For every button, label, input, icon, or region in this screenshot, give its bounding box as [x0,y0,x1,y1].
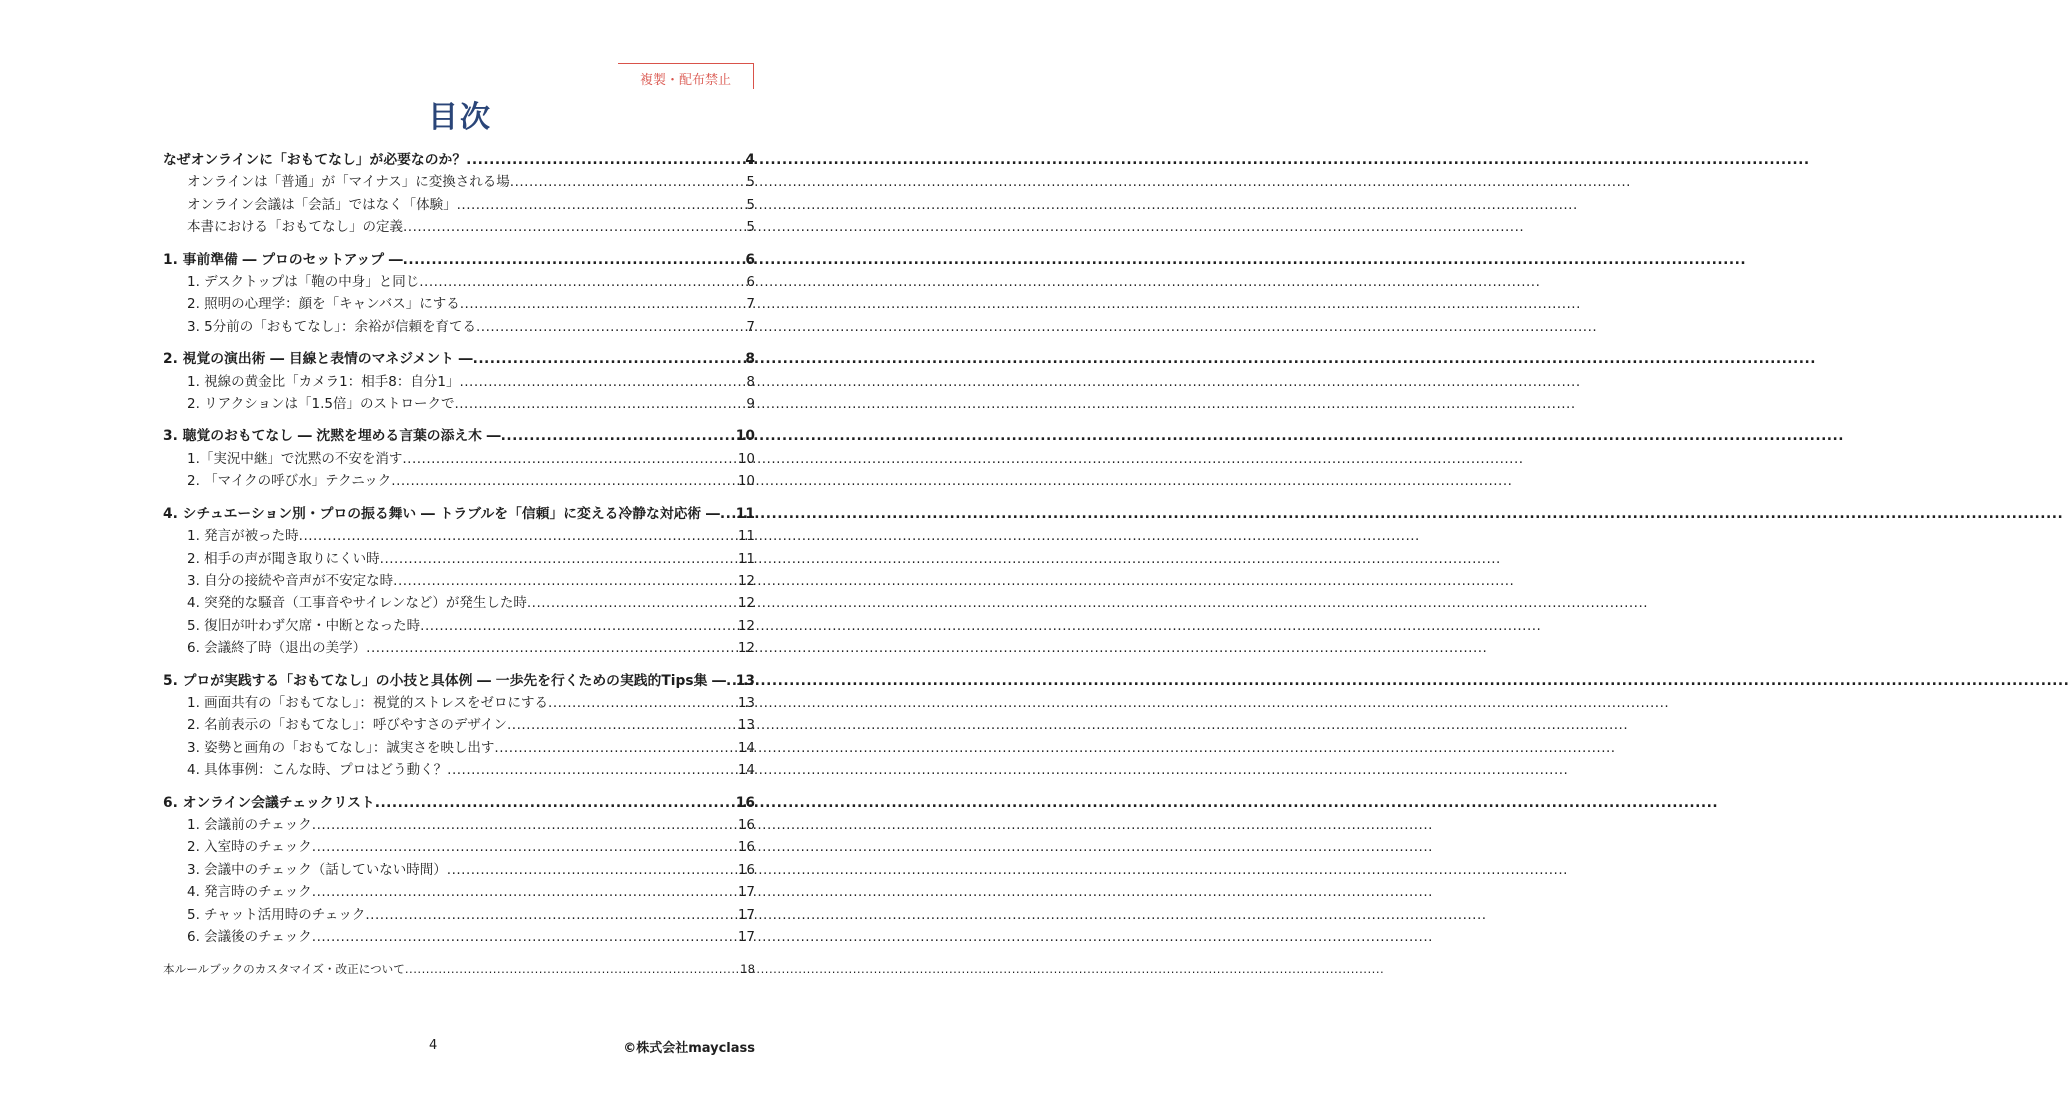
toc-entry-page: 16 [737,861,755,878]
toc-entry-title: 1. 会議前のチェック [187,816,312,833]
toc-entry-page: 5 [746,196,755,213]
dot-leader [312,881,737,903]
toc-chapter-entry[interactable] [163,149,755,171]
dot-leader [476,316,745,338]
dot-leader [391,470,737,492]
dot-leader [403,249,745,271]
dot-leader [460,293,746,315]
dot-leader [312,926,737,948]
toc-entry-title: 2. 視覚の演出術 ― 目線と表情のマネジメント ― [163,351,473,368]
toc-section-entry[interactable] [163,171,755,193]
toc-entry-page: 8 [746,373,755,390]
toc-entry-title: 3. 会議中のチェック（話していない時間） [187,861,447,878]
dot-leader [548,692,737,714]
dot-leader [375,792,735,814]
toc-chapter-entry[interactable] [163,503,755,525]
toc-entry-title: 2. 相手の声が聞き取りにくい時 [187,550,380,567]
dot-leader [312,814,737,836]
page-title: 目次 [428,100,492,135]
toc-section-entry[interactable] [163,881,755,903]
toc-entry-page: 10 [735,428,755,445]
toc-entry-title: 1. 視線の黄金比「カメラ1：相手8：自分1」 [187,373,460,390]
toc-section-entry[interactable] [163,759,755,781]
toc-entry-title: 2. 「マイクの呼び水」テクニック [187,473,392,490]
toc-section-entry[interactable] [163,904,755,926]
toc-section-entry[interactable] [163,637,755,659]
toc-chapter-entry[interactable] [163,348,755,370]
toc-entry-page: 16 [737,816,755,833]
dot-leader [299,525,737,547]
toc-section-entry[interactable] [163,194,755,216]
toc-entry-title: 4. 具体事例：こんな時、プロはどう動く？ [187,762,448,779]
no-copy-badge [618,63,754,89]
dot-leader [366,637,737,659]
toc-entry-title: 2. リアクションは「1.5倍」のストロークで [187,396,455,413]
dot-leader [527,592,737,614]
toc-entry-title: 4. 発言時のチェック [187,884,312,901]
toc-entry-page: 12 [737,617,755,634]
toc-entry-page: 9 [746,396,755,413]
toc-section-entry[interactable] [163,525,755,547]
toc-section-entry[interactable] [163,737,755,759]
toc-entry-title: 6. 会議終了時（退出の美学） [187,640,367,657]
toc-entry-page: 13 [735,672,755,689]
dot-leader [365,904,736,926]
toc-entry-page: 17 [737,884,755,901]
toc-entry-title: 1. 事前準備 ― プロのセットアップ ― [163,251,403,268]
toc-entry-title: 3. 自分の接続や音声が不安定な時 [187,572,394,589]
toc-entry-title: オンラインは「普通」が「マイナス」に変換される場 [187,174,510,191]
dot-leader [726,670,735,692]
toc-entry-title: なぜオンラインに「おもてなし」が必要なのか？ [163,152,467,168]
toc-section-entry[interactable] [163,592,755,614]
toc-entry-title: 1. デスクトップは「鞄の中身」と同じ [187,274,420,291]
toc-entry-title: 5. チャット活用時のチェック [187,906,366,923]
toc-chapter-entry[interactable] [163,670,755,692]
toc-entry-title: オンライン会議は「会話」ではなく「体験」 [187,196,457,213]
toc-entry-page: 13 [737,717,755,734]
toc-entry-page: 14 [737,762,755,779]
toc-entry-title: 1. 画面共有の「おもてなし」：視覚的ストレスをゼロにする [187,694,549,711]
toc-section-entry[interactable] [163,548,755,570]
copyright-notice: ©株式会社mayclass [623,1041,755,1056]
dot-leader [473,348,745,370]
toc-section-entry[interactable] [163,293,755,315]
toc-chapter-entry[interactable] [163,792,755,814]
toc-section-entry[interactable] [163,316,755,338]
toc-entry-page: 5 [746,174,755,191]
dot-leader [459,371,745,393]
toc-entry-page: 7 [746,296,755,313]
toc-entry-title: 本ルールブックのカスタマイズ・改正について [163,962,405,977]
toc-entry-page: 12 [737,640,755,657]
dot-leader [312,836,737,858]
dot-leader [419,271,745,293]
toc-entry-page: 6 [746,274,755,291]
dot-leader [466,149,744,171]
toc-section-entry[interactable] [163,836,755,858]
dot-leader [720,503,735,525]
toc-entry-page: 12 [737,595,755,612]
toc-entry-page: 5 [746,219,755,236]
toc-section-entry[interactable] [163,271,755,293]
toc-entry-title: 2. 入室時のチェック [187,839,312,856]
dot-leader [454,393,745,415]
dot-leader [447,759,737,781]
toc-section-entry[interactable] [163,570,755,592]
toc-chapter-entry[interactable] [163,249,755,271]
toc-section-entry[interactable] [163,926,755,948]
toc-section-entry[interactable] [163,371,755,393]
toc-entry-page: 12 [737,572,755,589]
toc-entry-title: 5. プロが実践する「おもてなし」の小技と具体例 ― 一歩先を行くための実践的Tips集 ― [163,672,726,689]
toc-entry-title: 5. 復旧が叶わず欠席・中断となった時 [187,617,421,634]
dot-leader [507,714,737,736]
toc-entry-title: 本書における「おもてなし」の定義 [187,219,403,236]
toc-entry-title: 6. オンライン会議チェックリスト [163,794,375,811]
toc-entry-title: 3. 姿勢と画角の「おもてなし」：誠実さを映し出す [187,739,495,756]
toc-entry-page: 10 [737,473,755,490]
toc-section-entry[interactable] [163,692,755,714]
dot-leader [402,448,736,470]
dot-leader [447,859,737,881]
no-copy-badge-label: 複製・配布禁止 [639,72,731,88]
dot-leader [380,548,737,570]
toc-section-entry[interactable] [163,470,755,492]
toc-entry-page: 7 [746,318,755,335]
toc-entry-page: 11 [737,528,755,545]
toc-section-entry[interactable] [163,393,755,415]
toc-entry-title: 3. 5分前の「おもてなし」：余裕が信頼を育てる [187,318,477,335]
dot-leader [403,216,745,238]
toc-entry-page: 11 [735,505,755,522]
toc-entry-page: 4 [745,152,755,168]
toc-entry-page: 8 [745,351,755,368]
toc-section-entry[interactable] [163,448,755,470]
toc-section-entry[interactable] [163,714,755,736]
toc-entry-title: 3. 聴覚のおもてなし ― 沈黙を埋める言葉の添え木 ― [163,428,501,445]
toc-entry-title: 2. 照明の心理学：顔を「キャンバス」にする [187,296,460,313]
toc-section-entry[interactable] [163,814,755,836]
dot-leader [510,171,746,193]
dot-leader [393,570,737,592]
toc-entry-page: 18 [740,962,755,977]
toc-section-entry[interactable] [163,615,755,637]
toc-entry-page: 16 [735,794,755,811]
dot-leader [420,615,737,637]
toc-entry-page: 10 [737,450,755,467]
dot-leader [494,737,736,759]
toc-entry-title: 1. 発言が被った時 [187,528,299,545]
dot-leader [457,194,746,216]
toc-entry-page: 14 [737,739,755,756]
toc-entry-page: 13 [737,694,755,711]
toc-appendix-entry[interactable] [163,958,755,980]
toc-chapter-entry[interactable] [163,425,755,447]
toc-entry-page: 16 [737,839,755,856]
toc-section-entry[interactable] [163,216,755,238]
table-of-contents [163,149,755,981]
page-number: 4 [429,1038,438,1053]
dot-leader [501,425,735,447]
toc-entry-title: 4. 突発的な騒音（工事音やサイレンなど）が発生した時 [187,595,527,612]
toc-entry-title: 6. 会議後のチェック [187,929,312,945]
toc-entry-title: 4. シチュエーション別・プロの振る舞い ― トラブルを「信頼」に変える冷静な対応術 ― [163,505,720,522]
toc-entry-page: 17 [737,929,755,945]
toc-entry-page: 17 [737,906,755,923]
toc-entry-title: 2. 名前表示の「おもてなし」：呼びやすさのデザイン [187,717,507,734]
toc-section-entry[interactable] [163,859,755,881]
toc-entry-title: 1.「実況中継」で沈黙の不安を消す [187,450,403,467]
dot-leader [405,958,739,980]
toc-entry-page: 6 [745,251,755,268]
toc-entry-page: 11 [737,550,755,567]
